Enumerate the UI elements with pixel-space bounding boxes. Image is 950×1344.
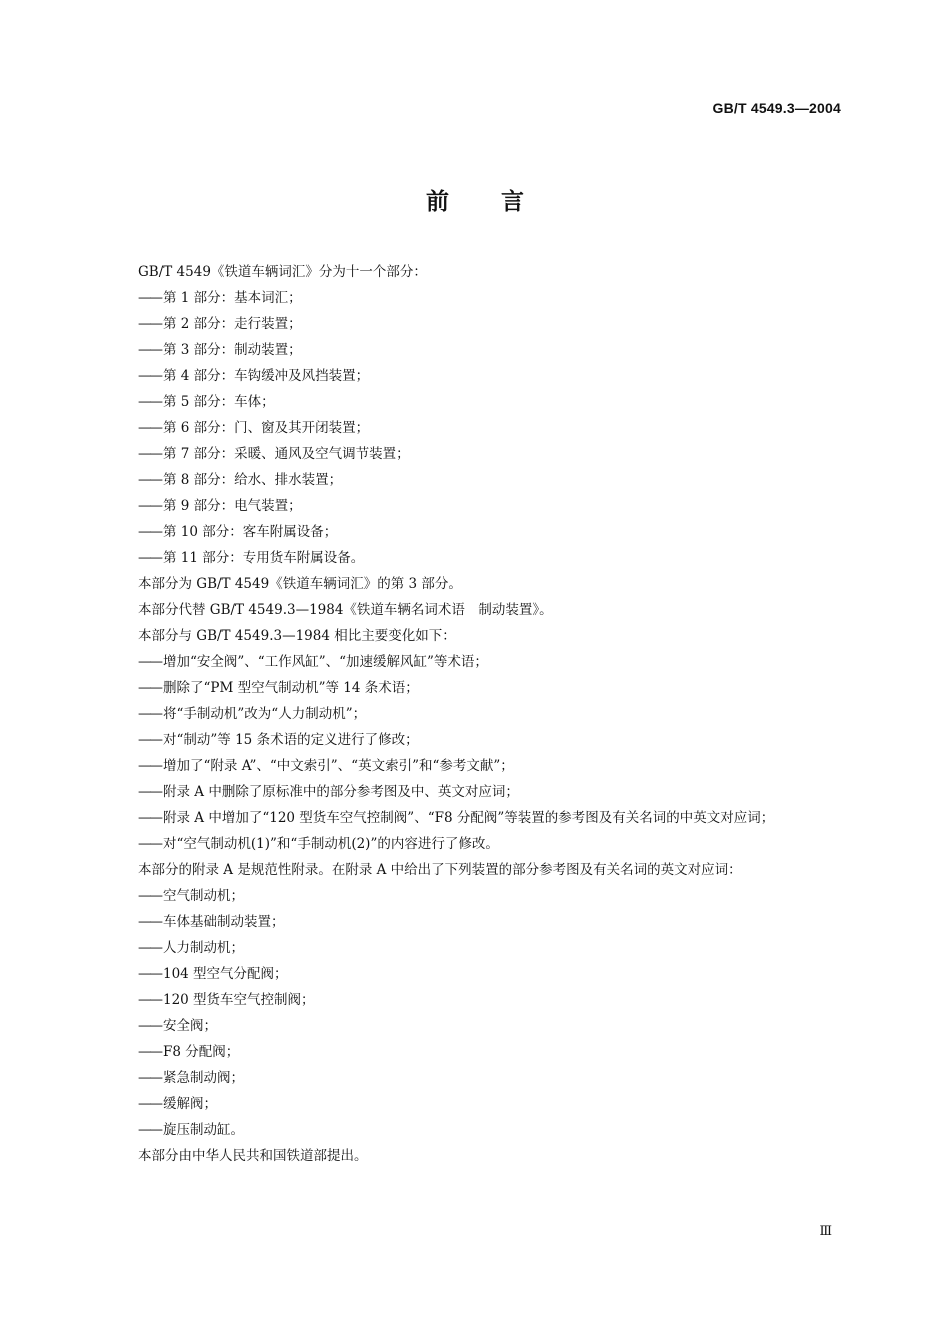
annex-statement: 本部分的附录 A 是规范性附录。在附录 A 中给出了下列装置的部分参考图及有关名词的英文对应词： [138,862,742,878]
change-item [107,753,842,779]
part-item [107,363,842,389]
dash-mark: —— [138,316,161,332]
statement-part-of: 本部分为 GB/T 4549《铁道车辆词汇》的第 3 部分。 [138,576,462,592]
part-item [107,493,842,519]
dash-mark: —— [138,368,161,384]
part-text: 第 9 部分：电气装置； [163,498,302,514]
device-text: F8 分配阀； [163,1044,240,1060]
part-item [107,519,842,545]
device-item [107,935,842,961]
device-item [107,883,842,909]
change-text: 增加了“附录 A”、“中文索引”、“英文索引”和“参考文献”； [163,758,514,774]
dash-mark: —— [138,498,161,514]
change-text: 对“制动”等 15 条术语的定义进行了修改； [163,732,419,748]
dash-mark: —— [138,992,161,1008]
dash-mark: —— [138,342,161,358]
change-item [107,701,842,727]
part-item [107,415,842,441]
part-text: 第 5 部分：车体； [163,394,275,410]
dash-mark: —— [138,1070,161,1086]
dash-mark: —— [138,654,161,670]
dash-mark: —— [138,472,161,488]
device-item [107,909,842,935]
part-text: 第 4 部分：车钩缓冲及风挡装置； [163,368,370,384]
change-item [107,675,842,701]
change-item [107,831,842,857]
change-text: 删除了“PM 型空气制动机”等 14 条术语； [163,680,419,696]
device-text: 人力制动机； [163,940,244,956]
part-item [107,311,842,337]
dash-mark: —— [138,1018,161,1034]
part-text: 第 1 部分：基本词汇； [163,290,302,306]
dash-mark: —— [138,290,161,306]
dash-mark: —— [138,966,161,982]
device-item [107,987,842,1013]
dash-mark: —— [138,1096,161,1112]
dash-mark: —— [138,888,161,904]
dash-mark: —— [138,394,161,410]
closing-statement: 本部分由中华人民共和国铁道部提出。 [138,1148,368,1164]
change-text: 附录 A 中增加了“120 型货车空气控制阀”、“F8 分配阀”等装置的参考图及有关名词的中英文对应词； [163,810,775,826]
device-item [107,1013,842,1039]
device-text: 缓解阀； [163,1096,217,1112]
dash-mark: —— [138,446,161,462]
part-item [107,285,842,311]
part-item [107,545,842,571]
change-text: 将“手制动机”改为“人力制动机”； [163,706,367,722]
page-number: Ⅲ [819,1224,832,1239]
dash-mark: —— [138,784,161,800]
device-text: 车体基础制动装置； [163,914,285,930]
dash-mark: —— [138,810,161,826]
part-item [107,467,842,493]
dash-mark: —— [138,732,161,748]
intro-paragraph: GB/T 4549《铁道车辆词汇》分为十一个部分： [138,264,427,280]
device-text: 空气制动机； [163,888,244,904]
statement-replaces: 本部分代替 GB/T 4549.3—1984《铁道车辆名词术语 制动装置》。 [138,602,553,618]
change-item [107,727,842,753]
change-text: 对“空气制动机(1)”和“手制动机(2)”的内容进行了修改。 [163,836,499,852]
change-item [107,805,842,831]
dash-mark: —— [138,940,161,956]
device-item [107,1065,842,1091]
device-text: 旋压制动缸。 [163,1122,244,1138]
part-text: 第 2 部分：走行装置； [163,316,302,332]
standard-code: GB/T 4549.3—2004 [712,100,841,116]
dash-mark: —— [138,524,161,540]
device-text: 120 型货车空气控制阀； [163,992,315,1008]
device-item [107,1091,842,1117]
device-item [107,961,842,987]
part-text: 第 3 部分：制动装置； [163,342,302,358]
dash-mark: —— [138,706,161,722]
part-text: 第 6 部分：门、窗及其开闭装置； [163,420,370,436]
page-title: 前言 [426,189,576,215]
dash-mark: —— [138,550,161,566]
device-item [107,1039,842,1065]
change-item [107,779,842,805]
foreword-body [107,259,842,1169]
device-text: 安全阀； [163,1018,217,1034]
part-item [107,337,842,363]
change-item [107,649,842,675]
part-item [107,389,842,415]
dash-mark: —— [138,836,161,852]
dash-mark: —— [138,680,161,696]
dash-mark: —— [138,914,161,930]
change-text: 附录 A 中删除了原标准中的部分参考图及中、英文对应词； [163,784,519,800]
part-text: 第 11 部分：专用货车附属设备。 [163,550,365,566]
dash-mark: —— [138,1044,161,1060]
change-text: 增加“安全阀”、“工作风缸”、“加速缓解风缸”等术语； [163,654,488,670]
part-text: 第 8 部分：给水、排水装置； [163,472,343,488]
device-item [107,1117,842,1143]
part-item [107,441,842,467]
dash-mark: —— [138,758,161,774]
statement-changes: 本部分与 GB/T 4549.3—1984 相比主要变化如下： [138,628,456,644]
device-text: 104 型空气分配阀； [163,966,288,982]
device-text: 紧急制动阀； [163,1070,244,1086]
dash-mark: —— [138,420,161,436]
part-text: 第 7 部分：采暖、通风及空气调节装置； [163,446,410,462]
dash-mark: —— [138,1122,161,1138]
part-text: 第 10 部分：客车附属设备； [163,524,338,540]
